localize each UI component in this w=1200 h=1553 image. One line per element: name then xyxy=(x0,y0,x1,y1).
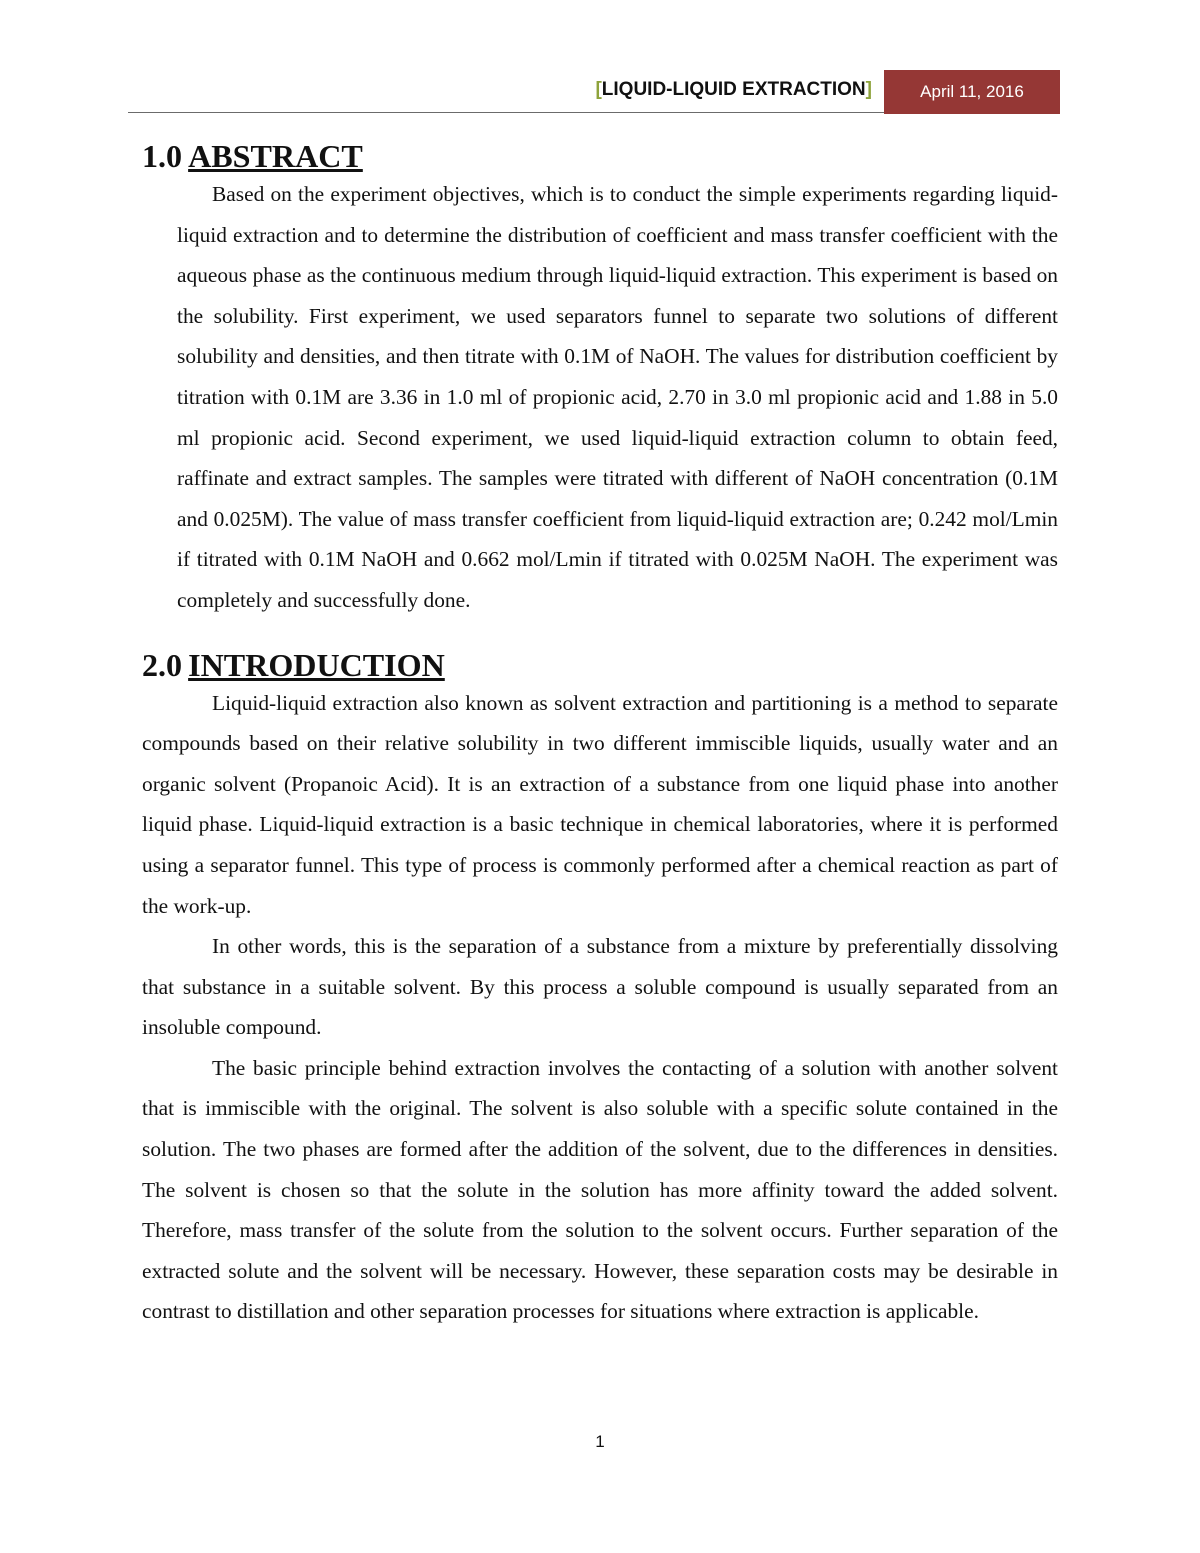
header-bracket-close: ] xyxy=(865,79,872,100)
header-divider xyxy=(128,112,884,113)
page-number: 1 xyxy=(595,1432,605,1451)
header-title xyxy=(595,79,872,101)
header-date-badge: April 11, 2016 xyxy=(884,70,1060,114)
header-bracket-open: [ xyxy=(595,79,602,100)
introduction-section-title: INTRODUCTION xyxy=(188,646,445,683)
document-body xyxy=(142,138,1058,1332)
introduction-paragraph-2: In other words, this is the separation of a substance from a mixture by preferentially dissolving that substance in a suitable solvent. By this process a soluble compound is usually separated from an insoluble compound. xyxy=(142,934,1058,1040)
abstract-section-title: ABSTRACT xyxy=(188,138,363,174)
header-title-text: LIQUID-LIQUID EXTRACTION xyxy=(601,79,866,100)
introduction-paragraph-1: Liquid-liquid extraction also known as solvent extraction and partitioning is a method to separate compounds based on their relative solubility in two different immiscible liquids, usually water and an organic solvent (Propanoic Acid). It is an extraction of a substance from one liquid phase into another liquid phase. Liquid-liquid extraction is a basic technique in chemical laboratories, where it is performed using a separator funnel. This type of process is commonly performed after a chemical reaction as part of the work-up. xyxy=(142,690,1058,918)
introduction-heading xyxy=(142,647,1058,683)
introduction-section-number: 2.0 xyxy=(142,646,183,683)
introduction-paragraph-3: The basic principle behind extraction involves the contacting of a solution with another solvent that is immiscible with the original. The solvent is also soluble with a specific solute contained in the solution. The two phases are formed after the addition of the solvent, due to the differences in densities. The solvent is chosen so that the solute in the solution has more affinity toward the added solvent. Therefore, mass transfer of the solute from the solution to the solvent occurs. Further separation of the extracted solute and the solvent will be necessary. However, these separation costs may be desirable in contrast to distillation and other separation processes for situations where extraction is applicable. xyxy=(142,1055,1058,1324)
page-header xyxy=(128,70,1060,114)
abstract-paragraph: Based on the experiment objectives, which is to conduct the simple experiments regarding liquid-liquid extraction and to determine the distribution of coefficient and mass transfer coefficient with the aqueous phase as the continuous medium through liquid-liquid extraction. This experiment is based on the solubility. First experiment, we used separators funnel to separate two solutions of different solubility and densities, and then titrate with 0.1M of NaOH. The values for distribution coefficient by titration with 0.1M are 3.36 in 1.0 ml of propionic acid, 2.70 in 3.0 ml propionic acid and 1.88 in 5.0 ml propionic acid. Second experiment, we used liquid-liquid extraction column to obtain feed, raffinate and extract samples. The samples were titrated with different of NaOH concentration (0.1M and 0.025M). The value of mass transfer coefficient from liquid-liquid extraction are; 0.242 mol/Lmin if titrated with 0.1M NaOH and 0.662 mol/Lmin if titrated with 0.025M NaOH. The experiment was completely and successfully done. xyxy=(177,182,1058,612)
abstract-heading xyxy=(142,138,1058,174)
abstract-section-number: 1.0 xyxy=(142,138,183,174)
